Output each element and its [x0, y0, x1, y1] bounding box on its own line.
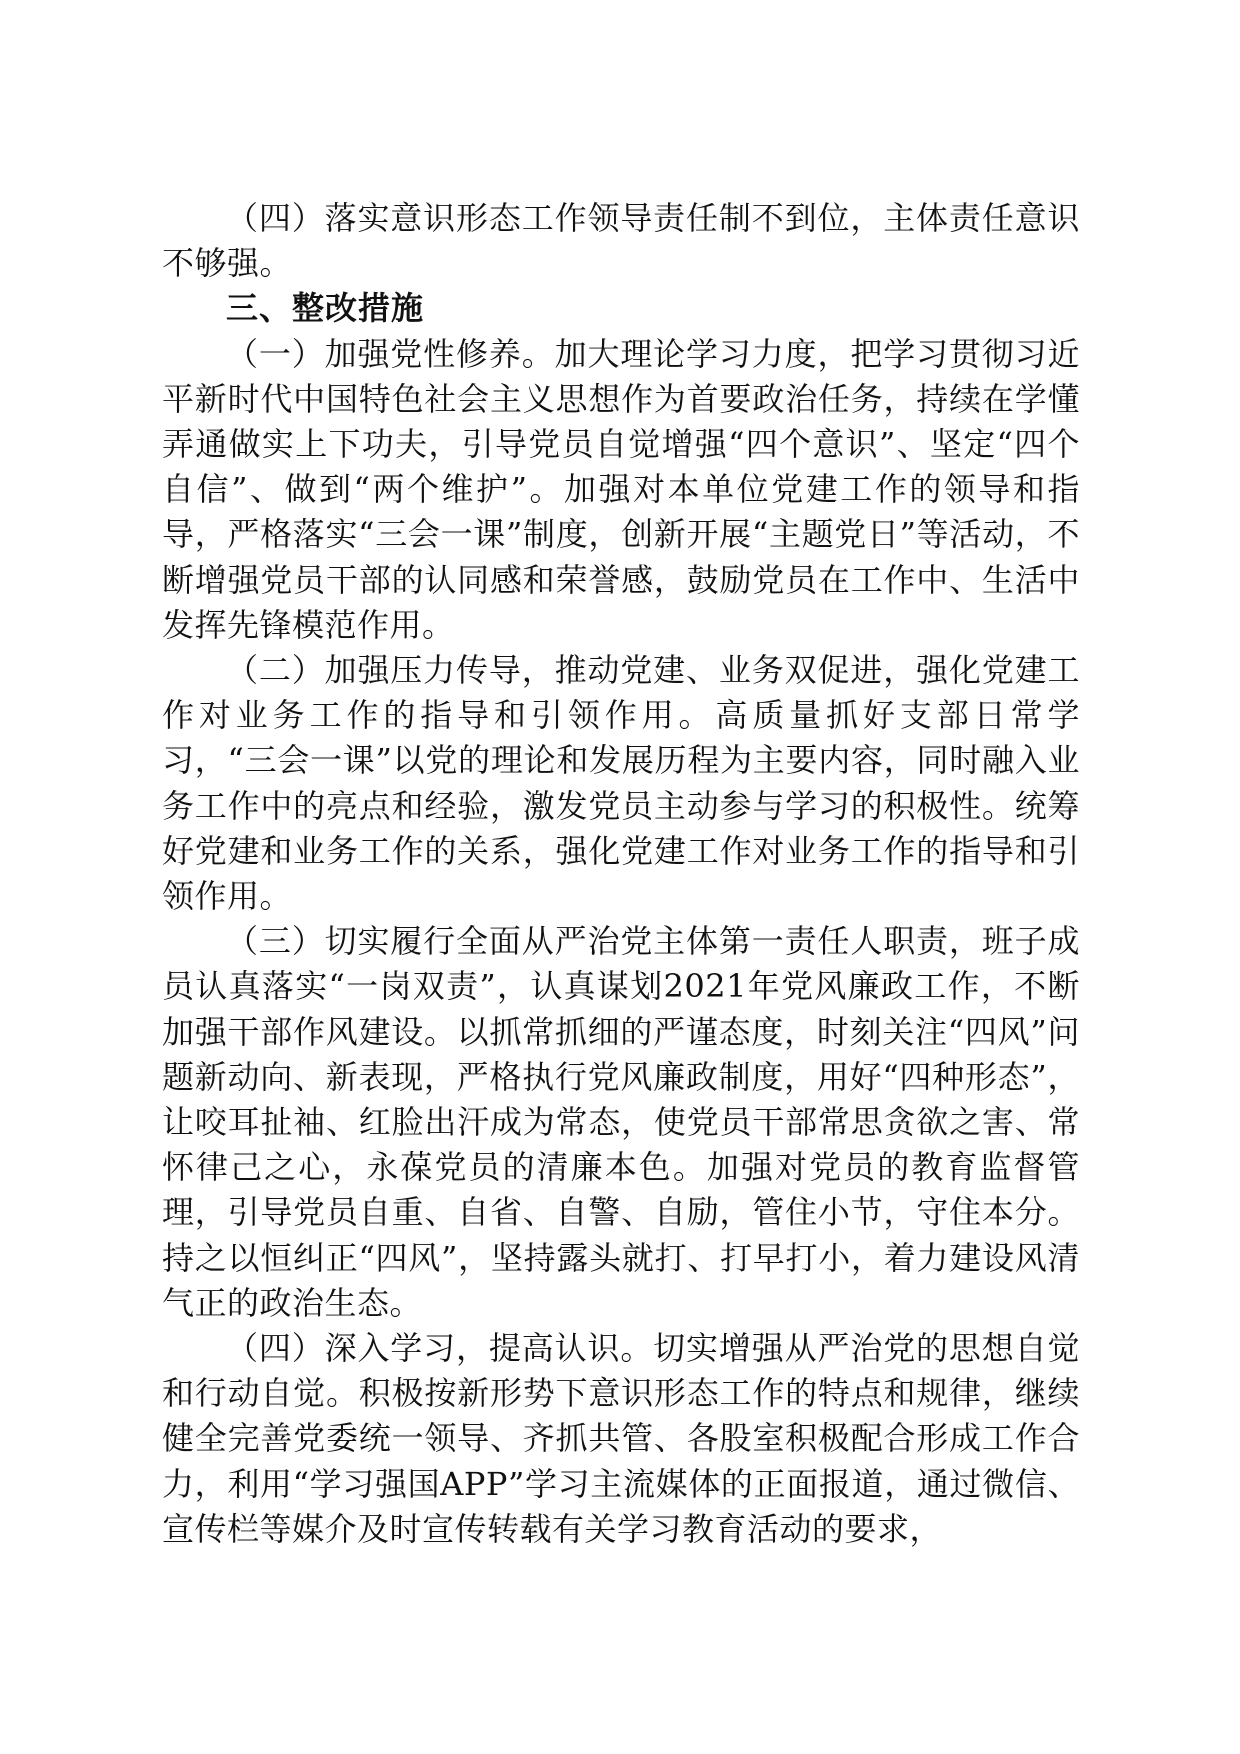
paragraph-measure-1: （一）加强党性修养。加大理论学习力度，把学习贯彻习近平新时代中国特色社会主义思想作为首要政治任务，持续在学懂弄通做实上下功夫，引导党员自觉增强“四个意识”、坚定“四个自信”、做到“两个维护”。加强对本单位党建工作的领导和指导，严格落实“三会一课”制度，创新开展“主题党日”等活动，不断增强党员干部的认同感和荣誉感，鼓励党员在工作中、生活中发挥先锋模范作用。	[162, 334, 1080, 644]
section-heading-rectification: 三、整改措施	[226, 289, 425, 328]
document-body	[162, 196, 1080, 1552]
paragraph-4-responsibility: （四）落实意识形态工作领导责任制不到位，主体责任意识不够强。	[162, 199, 1080, 283]
paragraph-measure-4: （四）深入学习，提高认识。切实增强从严治党的思想自觉和行动自觉。积极按新形势下意识形态工作的特点和规律，继续健全完善党委统一领导、齐抓共管、各股室积极配合形成工作合力，利用“学习强国APP”学习主流媒体的正面报道，通过微信、宣传栏等媒介及时宣传转载有关学习教育活动的要求，	[162, 1329, 1080, 1548]
paragraph-measure-2: （二）加强压力传导，推动党建、业务双促进，强化党建工作对业务工作的指导和引领作用。高质量抓好支部日常学习，“三会一课”以党的理论和发展历程为主要内容，同时融入业务工作中的亮点和经验，激发党员主动参与学习的积极性。统筹好党建和业务工作的关系，强化党建工作对业务工作的指导和引领作用。	[162, 651, 1080, 916]
paragraph-measure-3: （三）切实履行全面从严治党主体第一责任人职责，班子成员认真落实“一岗双责”，认真谋划2021年党风廉政工作，不断加强干部作风建设。以抓常抓细的严谨态度，时刻关注“四风”问题新动向、新表现，严格执行党风廉政制度，用好“四种形态”，让咬耳扯袖、红脸出汗成为常态，使党员干部常思贪欲之害、常怀律己之心，永葆党员的清廉本色。加强对党员的教育监督管理，引导党员自重、自省、自警、自励，管住小节，守住本分。持之以恒纠正“四风”，坚持露头就打、打早打小，着力建设风清气正的政治生态。	[162, 922, 1080, 1322]
